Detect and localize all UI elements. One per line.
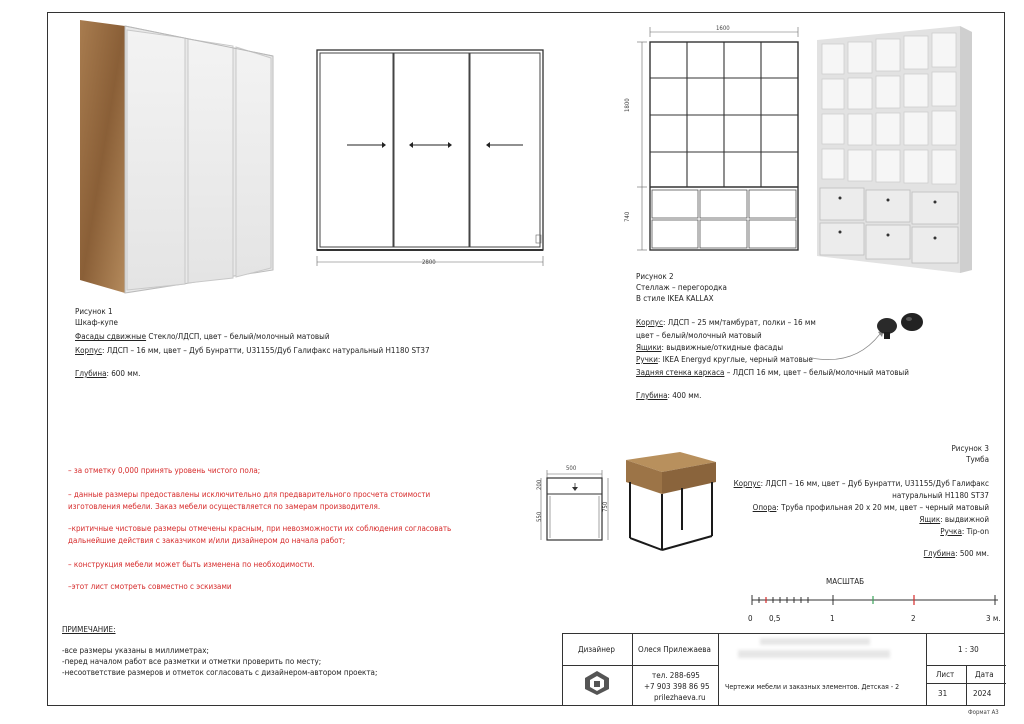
nightstand-render [620, 448, 720, 553]
wardrobe-render [75, 18, 280, 298]
wardrobe-depth-line [75, 369, 140, 379]
rack-render [812, 18, 977, 273]
note-red-7: –этот лист смотреть совместно с эскизами [68, 582, 232, 591]
rack-height-bottom-dim: 740 [624, 211, 631, 222]
wardrobe-body-label: Корпус [75, 346, 103, 355]
format-label: Формат А3 [968, 709, 999, 716]
nightstand-body-value: : ЛДСП – 16 мм, цвет – Дуб Бунратти, U31155/Дуб Галифакс [760, 479, 989, 488]
rack-style: В стиле IKEA KALLAX [636, 294, 714, 303]
scale-bar [748, 590, 1003, 610]
rack-handles-line [636, 355, 813, 365]
wardrobe-depth-value: : 600 мм. [106, 369, 141, 378]
nightstand-drawer-dim: 200 [536, 479, 543, 490]
rack-height-top-dim: 1800 [624, 98, 631, 112]
designer-phone1: тел. 288-695 [652, 671, 700, 680]
rack-drawers-line [636, 343, 783, 353]
scale-value: 1 : 30 [958, 645, 979, 654]
wardrobe-caption: Рисунок 1 [75, 307, 113, 316]
nightstand-support-line [753, 503, 989, 513]
nightstand-depth-line [924, 549, 989, 559]
nightstand-drawer-label: Ящик [919, 515, 941, 524]
rack-body-label: Корпус [636, 318, 664, 327]
nightstand-support-value: : Труба профильная 20 х 20 мм, цвет – черный матовый [776, 503, 989, 512]
scale-title: МАСШТАБ [826, 577, 865, 586]
rack-color-line: цвет – белый/молочный матовый [636, 331, 762, 340]
nightstand-width-dim: 500 [566, 465, 577, 472]
note-red-5: дальнейшие действия с заказчиком и/или дизайнером до начала работ; [68, 536, 346, 545]
rack-depth-value: : 400 мм. [667, 391, 702, 400]
nightstand-drawer-line [919, 515, 989, 525]
remark-2: -перед началом работ все разметки и отметки проверить по месту; [62, 657, 322, 666]
sheet-title: Чертежи мебели и заказных элементов. Детская - 2 [725, 683, 900, 691]
rack-depth-line [636, 391, 701, 401]
note-red-4: –критичные чистовые размеры отмечены красным, при невозможности их соблюдения согласовать [68, 524, 452, 533]
rack-back-label: Задняя стенка каркаса [636, 368, 725, 377]
nightstand-handle-line [940, 527, 989, 537]
rack-name: Стеллаж – перегородка [636, 283, 727, 292]
rack-caption: Рисунок 2 [636, 272, 674, 281]
designer-name: Олеся Прилежаева [638, 645, 711, 654]
rack-depth-label: Глубина [636, 391, 668, 400]
rack-body-value: : ЛДСП – 25 мм/тамбурат, полки – 16 мм [663, 318, 816, 327]
scale-label-0: 0 [748, 614, 753, 623]
note-red-2: – данные размеры предоставлены исключительно для предварительного просчета стоимости [68, 490, 431, 499]
note-red-3: изготовления мебели. Заказ мебели осуществляется по замерам производителя. [68, 502, 381, 511]
date-value: 2024 [973, 689, 992, 698]
wardrobe-facades-value: Стекло/ЛДСП, цвет – белый/молочный матовый [146, 332, 330, 341]
designer-label: Дизайнер [578, 645, 615, 654]
remark-1: -все размеры указаны в миллиметрах; [62, 646, 209, 655]
note-red-6: – конструкция мебели может быть изменена по необходимости. [68, 560, 315, 569]
rack-front-drawing [620, 22, 805, 257]
nightstand-depth-value: : 500 мм. [955, 549, 989, 558]
nightstand-handle-label: Ручка [940, 527, 962, 536]
wardrobe-depth-label: Глубина [75, 369, 107, 378]
blurred-project-line-1 [760, 638, 870, 645]
wardrobe-width-dim: 2800 [422, 259, 436, 266]
wardrobe-facades-line [75, 332, 330, 342]
sheet-number: 31 [938, 689, 948, 698]
wardrobe-facades-label: Фасады сдвижные [75, 332, 147, 341]
blurred-project-line-2 [738, 650, 890, 658]
knob-handles-render [810, 306, 935, 366]
rack-handles-value: : IKEA Energyd круглые, черный матовые [657, 355, 813, 364]
nightstand-height-dim: 750 [602, 501, 609, 512]
nightstand-body-label: Корпус [733, 479, 761, 488]
remark-3: -несоответствие размеров и отметок согласовать с дизайнером-автором проекта; [62, 668, 378, 677]
nightstand-body-line2: натуральный H1180 ST37 [892, 491, 989, 500]
nightstand-lower-dim: 550 [536, 511, 543, 522]
wardrobe-name: Шкаф-купе [75, 318, 118, 327]
rack-drawers-value: : выдвижные/откидные фасады [661, 343, 784, 352]
designer-phone2: +7 903 398 86 95 [644, 682, 710, 691]
nightstand-name: Тумба [966, 455, 989, 464]
rack-back-line [636, 368, 909, 378]
nightstand-depth-label: Глубина [923, 549, 956, 558]
rack-back-value: – ЛДСП 16 мм, цвет – белый/молочный матовый [724, 368, 909, 377]
note-red-1: – за отметку 0,000 принять уровень чистого пола; [68, 466, 261, 475]
nightstand-handle-value: : Tip-on [961, 527, 989, 536]
nightstand-support-label: Опора [752, 503, 777, 512]
designer-site: prilezhaeva.ru [654, 693, 706, 702]
scale-label-1: 1 [830, 614, 835, 623]
wardrobe-body-value: : ЛДСП – 16 мм, цвет – Дуб Бунратти, U31155/Дуб Галифакс натуральный H1180 ST37 [102, 346, 430, 355]
scale-label-05: 0,5 [769, 614, 781, 623]
wardrobe-body-line [75, 346, 430, 356]
scale-label-3: 3 м. [986, 614, 1001, 623]
rack-handles-label: Ручки [636, 355, 658, 364]
remarks-title: ПРИМЕЧАНИЕ: [62, 625, 116, 634]
rack-body-line [636, 318, 816, 328]
nightstand-caption: Рисунок 3 [951, 444, 989, 453]
designer-logo-icon [584, 670, 610, 696]
rack-drawers-label: Ящики [636, 343, 662, 352]
scale-label-2: 2 [911, 614, 916, 623]
nightstand-drawer-value: : выдвижной [940, 515, 989, 524]
wardrobe-front-drawing [310, 40, 550, 275]
nightstand-body-line [734, 479, 989, 489]
sheet-label: Лист [936, 670, 955, 679]
rack-width-dim: 1600 [716, 25, 730, 32]
date-label: Дата [975, 670, 994, 679]
